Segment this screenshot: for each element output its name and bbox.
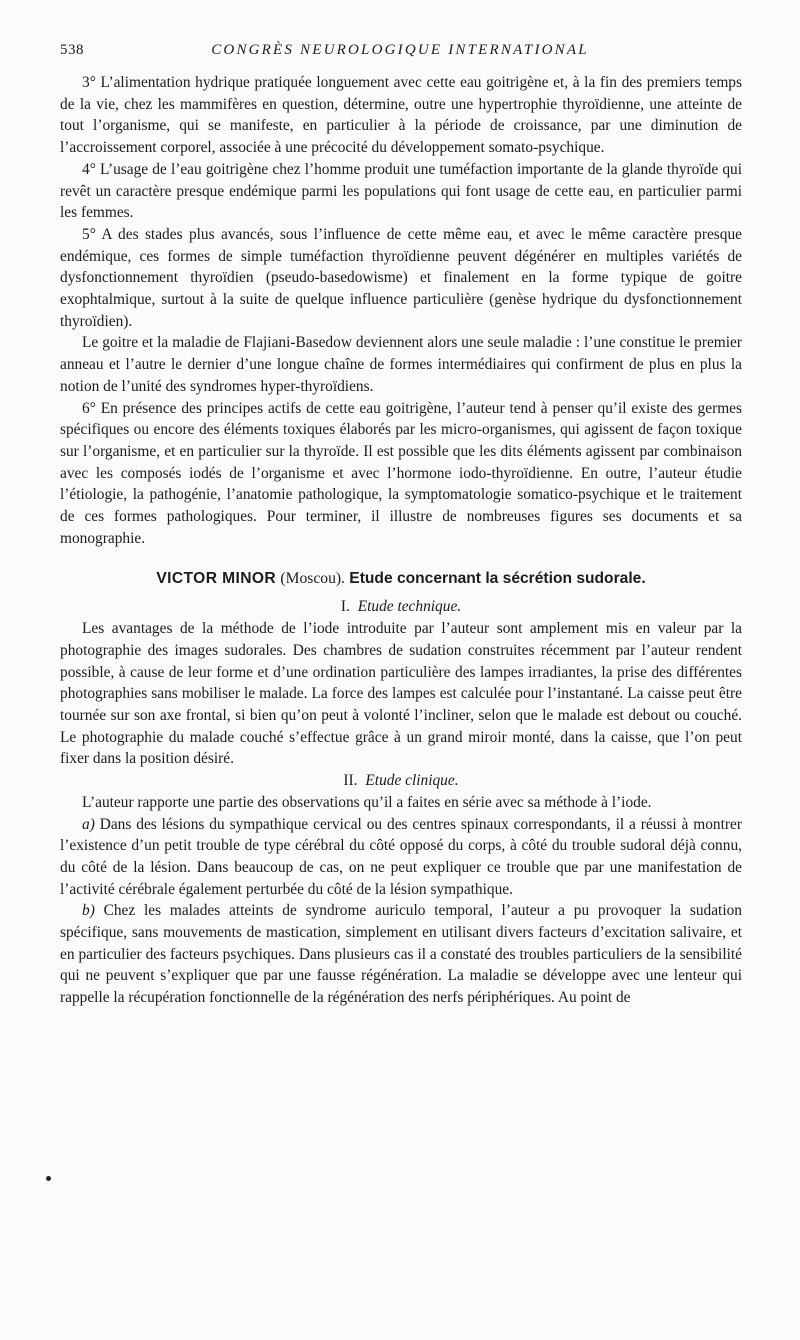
running-title: CONGRÈS NEUROLOGIQUE INTERNATIONAL	[211, 42, 589, 58]
section-name: Etude clinique.	[365, 772, 459, 790]
paragraph: 5° A des stades plus avancés, sous l’influence de cette même eau, et avec le même caractère presque endémique, ces formes de simple tuméfaction thyroïdienne peuvent dégénérer en multiples variétés de dysfonctionnement thyroïdien (pseudo-basedowisme) et finalement en la forme typique de goitre exophtalmique, surtout à la suite de quelque influence particulière (genèse hydrique du dysfonctionnement thyroïdien).	[60, 225, 742, 330]
section-numeral: II.	[343, 772, 358, 790]
section-name: Etude technique.	[357, 598, 462, 616]
article-place: (Moscou).	[280, 570, 345, 588]
section-heading-technique	[60, 596, 742, 618]
paragraph: 3° L’alimentation hydrique pratiquée longuement avec cette eau goitrigène et, à la fin des premiers temps de la vie, chez les mammifères en question, détermine, outre une hypertrophie thyroïdienne, une atteinte de tout l’organisme, qui se manifeste, en particulier à la période de croissance, par une diminution de l’accroissement corporel, associée à une précocité du développement somato-psychique.	[60, 74, 742, 157]
page-number: 538	[60, 42, 84, 58]
list-marker: a)	[82, 815, 95, 833]
article-subject: Etude concernant la sécrétion sudorale.	[349, 570, 646, 588]
list-item	[60, 900, 742, 1009]
article-title	[60, 568, 742, 590]
list-item	[60, 814, 742, 901]
margin-bullet-mark	[46, 1176, 51, 1181]
paragraph: L’auteur rapporte une partie des observations qu’il a faites en série avec sa méthode à l’iode.	[82, 793, 652, 811]
section-numeral: I.	[340, 598, 350, 616]
paragraph: 4° L’usage de l’eau goitrigène chez l’homme produit une tuméfaction importante de la glande thyroïde qui revêt un caractère presque endémique parmi les populations qui font usage de cette eau, en particulier parmi les femmes.	[60, 160, 742, 222]
section-heading-clinique	[60, 770, 742, 792]
page-header	[60, 42, 740, 64]
list-text: Dans des lésions du sympathique cervical ou des centres spinaux correspondants, il a réussi à montrer l’existence d’un petit trouble de type cérébral du côté opposé du corps, à côté du trouble sudoral déjà connu, du côté de la lésion. Dans beaucoup de cas, on ne peut expliquer ce trouble que par une manifestation de l’activité cérébrale également perturbée du côté de la lésion sympathique.	[60, 815, 742, 898]
page-body	[60, 72, 742, 1009]
article-author: VICTOR MINOR	[156, 570, 277, 588]
paragraph: Les avantages de la méthode de l’iode introduite par l’auteur sont amplement mis en valeur par la photographie des images sudorales. Des chambres de sudation construites récemment par l’auteur rendent possible, à cause de leur forme et d’une ordination particulière des lampes irradiantes, la prise des différentes photographies sans mobiliser le malade. La force des lampes est calculée pour l’instantané. La caisse peut être tournée sur son axe frontal, si bien qu’on peut à volonté l’incliner, selon que le malade est debout ou couché. Le photographie du malade couché s’effectue grâce à un grand miroir monté, dans la caisse, que l’on peut fixer dans la position désiré.	[60, 620, 742, 768]
list-marker: b)	[82, 902, 95, 920]
paragraph: Le goitre et la maladie de Flajiani-Basedow deviennent alors une seule maladie : l’une constitue le premier anneau et l’autre le dernier d’une longue chaîne de formes intermédiaires qui confirment de plus en plus la notion de l’unité des syndromes hyper-thyroïdiens.	[60, 334, 742, 395]
paragraph: 6° En présence des principes actifs de cette eau goitrigène, l’auteur tend à penser qu’il existe des germes spécifiques ou encore des éléments toxiques élaborés par les micro-organismes, qui agissent de façon toxique sur l’organisme, et en particulier sur la thyroïde. Il est possible que les dits éléments agissent par combinaison avec les composés iodés de l’organisme et avec l’hormone iodo-thyroïdienne. En outre, l’auteur étudie l’étiologie, la pathogénie, l’anatomie pathologique, la symptomatologie somatico-psychique et le traitement de ces formes pathologiques. Pour terminer, il illustre de nombreuses figures ses documents et sa monographie.	[60, 399, 742, 547]
list-text: Chez les malades atteints de syndrome auriculo temporal, l’auteur a pu provoquer la sudation spécifique, sans mouvements de mastication, simplement en utilisant divers facteurs d’excitation salivaire, et en particulier des facteurs psychiques. Dans plusieurs cas il a constaté des troubles particuliers de la sensibilité qui ne peuvent s’expliquer que par une fausse régénération. La maladie se développe avec une lenteur qui rappelle la récupération fonctionnelle de la régénération des nerfs périphériques. Au point de	[60, 902, 742, 1007]
